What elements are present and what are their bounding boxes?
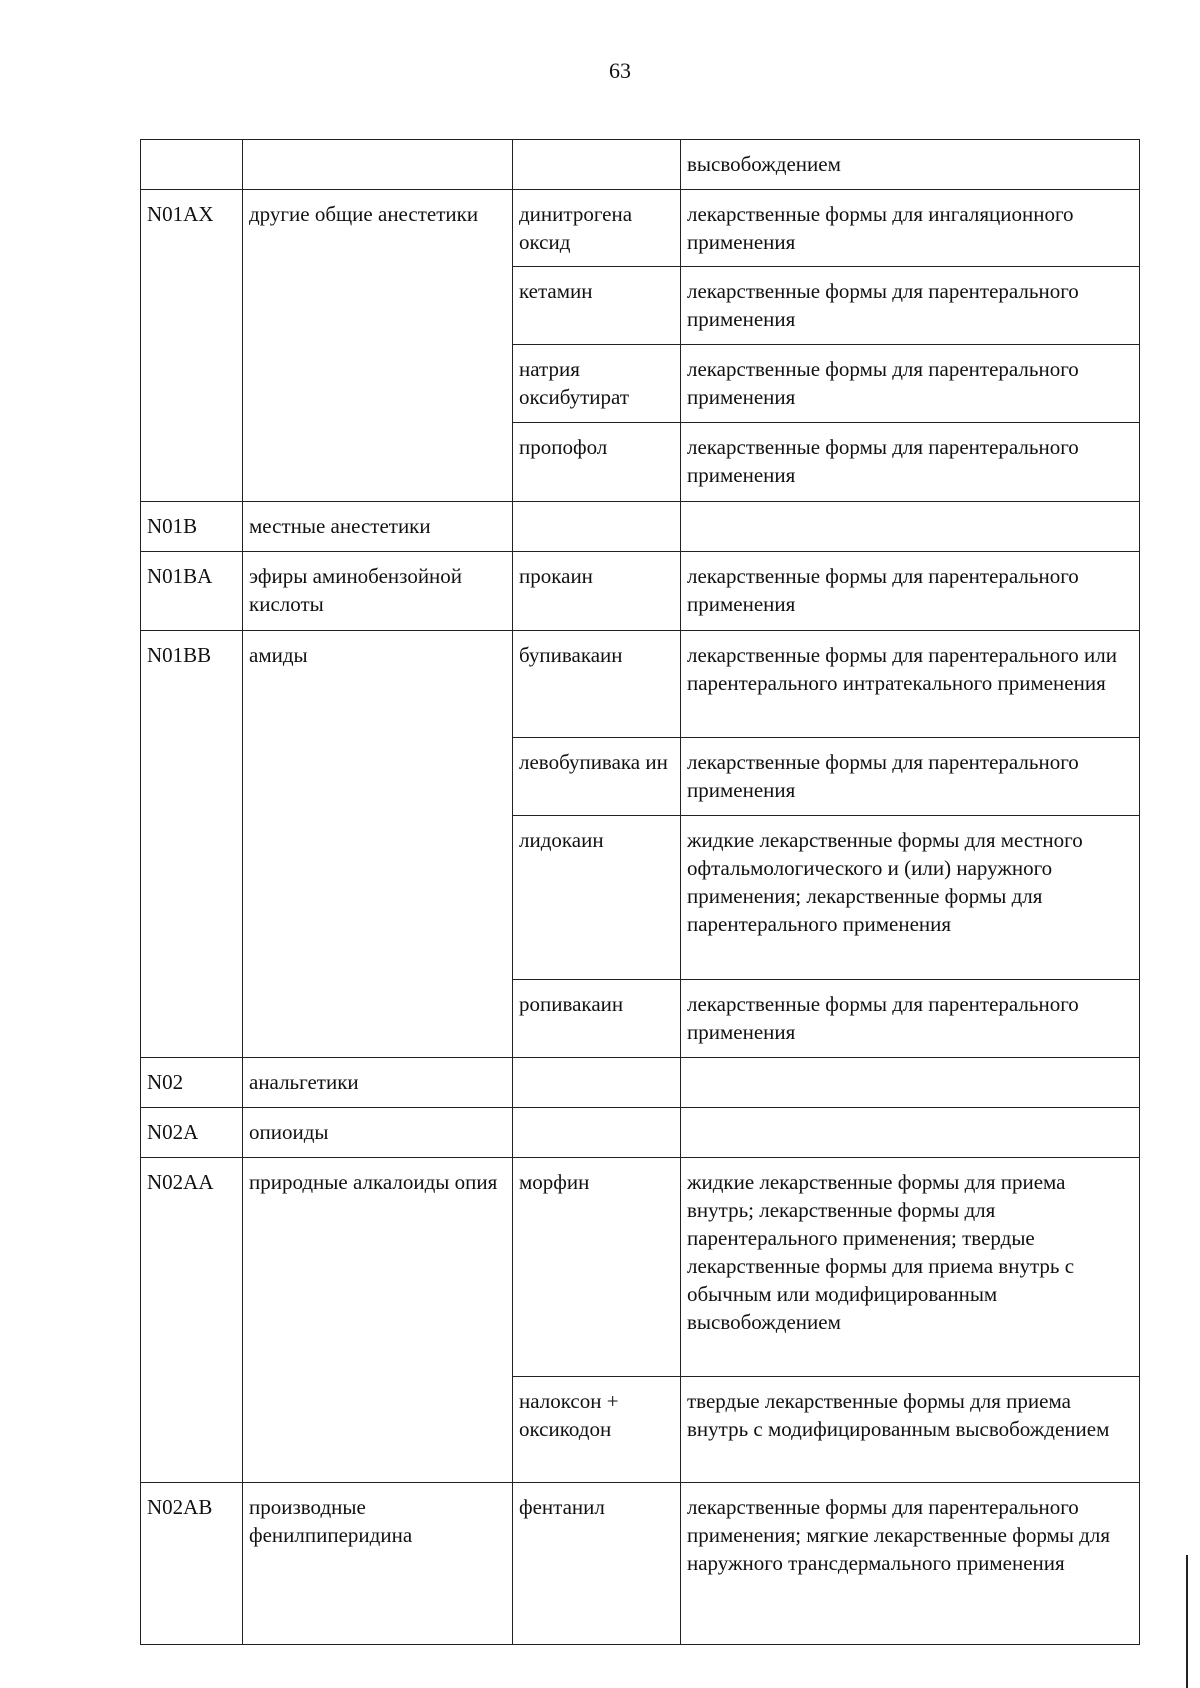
- table-row: [141, 190, 1140, 267]
- dosage-form-cell: лекарственные формы для парентерального применения: [681, 267, 1140, 345]
- table-row: [141, 1158, 1140, 1377]
- table-row: [141, 502, 1140, 552]
- page-number: 63: [609, 58, 631, 83]
- group-name-cell: анальгетики: [243, 1058, 513, 1108]
- atc-code-cell: N02AB: [141, 1483, 243, 1645]
- drug-name-cell: [513, 502, 681, 552]
- medication-table: [140, 139, 1140, 1645]
- drug-name-cell: фентанил: [513, 1483, 681, 1645]
- table-row: [141, 1108, 1140, 1158]
- atc-code-cell: N02: [141, 1058, 243, 1108]
- table-row: [141, 552, 1140, 631]
- dosage-form-cell: жидкие лекарственные формы для местного офтальмологического и (или) наружного применения; лекарственные формы для парентерального применения: [681, 816, 1140, 980]
- dosage-form-cell: лекарственные формы для ингаляционного применения: [681, 190, 1140, 267]
- drug-name-cell: натрия оксибутират: [513, 345, 681, 423]
- drug-name-cell: динитрогена оксид: [513, 190, 681, 267]
- table-row: [141, 1058, 1140, 1108]
- drug-name-cell: морфин: [513, 1158, 681, 1377]
- drug-name-cell: ропивакаин: [513, 980, 681, 1058]
- atc-code-cell: N01BA: [141, 552, 243, 631]
- dosage-form-cell: лекарственные формы для парентерального применения: [681, 345, 1140, 423]
- group-name-cell: [243, 140, 513, 190]
- table-row: [141, 631, 1140, 738]
- dosage-form-cell: лекарственные формы для парентерального или парентерального интратекального применения: [681, 631, 1140, 738]
- dosage-form-cell: лекарственные формы для парентерального применения; мягкие лекарственные формы для наружного трансдермального применения: [681, 1483, 1140, 1645]
- group-name-cell: опиоиды: [243, 1108, 513, 1158]
- group-name-cell: другие общие анестетики: [243, 190, 513, 502]
- table-row: [141, 1483, 1140, 1645]
- scan-edge-line: [1186, 1555, 1188, 1688]
- dosage-form-cell: лекарственные формы для парентерального применения: [681, 552, 1140, 631]
- drug-name-cell: прокаин: [513, 552, 681, 631]
- drug-name-cell: [513, 1058, 681, 1108]
- dosage-form-cell: твердые лекарственные формы для приема внутрь с модифицированным высвобождением: [681, 1377, 1140, 1483]
- drug-name-cell: налоксон + оксикодон: [513, 1377, 681, 1483]
- dosage-form-cell: лекарственные формы для парентерального применения: [681, 980, 1140, 1058]
- atc-code-cell: N02AA: [141, 1158, 243, 1483]
- drug-name-cell: [513, 1108, 681, 1158]
- atc-code-cell: [141, 140, 243, 190]
- dosage-form-cell: [681, 1058, 1140, 1108]
- atc-code-cell: N01B: [141, 502, 243, 552]
- dosage-form-cell: лекарственные формы для парентерального применения: [681, 738, 1140, 816]
- dosage-form-cell: [681, 502, 1140, 552]
- drug-name-cell: левобупивака ин: [513, 738, 681, 816]
- group-name-cell: производные фенилпиперидина: [243, 1483, 513, 1645]
- dosage-form-cell: жидкие лекарственные формы для приема внутрь; лекарственные формы для парентерального применения; твердые лекарственные формы для приема внутрь с обычным или модифицированным высвобождением: [681, 1158, 1140, 1377]
- atc-code-cell: N01AX: [141, 190, 243, 502]
- atc-code-cell: N01BB: [141, 631, 243, 1058]
- group-name-cell: местные анестетики: [243, 502, 513, 552]
- group-name-cell: природные алкалоиды опия: [243, 1158, 513, 1483]
- group-name-cell: эфиры аминобензойной кислоты: [243, 552, 513, 631]
- drug-name-cell: бупивакаин: [513, 631, 681, 738]
- group-name-cell: амиды: [243, 631, 513, 1058]
- drug-name-cell: [513, 140, 681, 190]
- drug-name-cell: пропофол: [513, 423, 681, 502]
- table-row: [141, 140, 1140, 190]
- dosage-form-cell: лекарственные формы для парентерального применения: [681, 423, 1140, 502]
- dosage-form-cell: [681, 1108, 1140, 1158]
- drug-name-cell: лидокаин: [513, 816, 681, 980]
- atc-code-cell: N02A: [141, 1108, 243, 1158]
- dosage-form-cell: высвобождением: [681, 140, 1140, 190]
- drug-name-cell: кетамин: [513, 267, 681, 345]
